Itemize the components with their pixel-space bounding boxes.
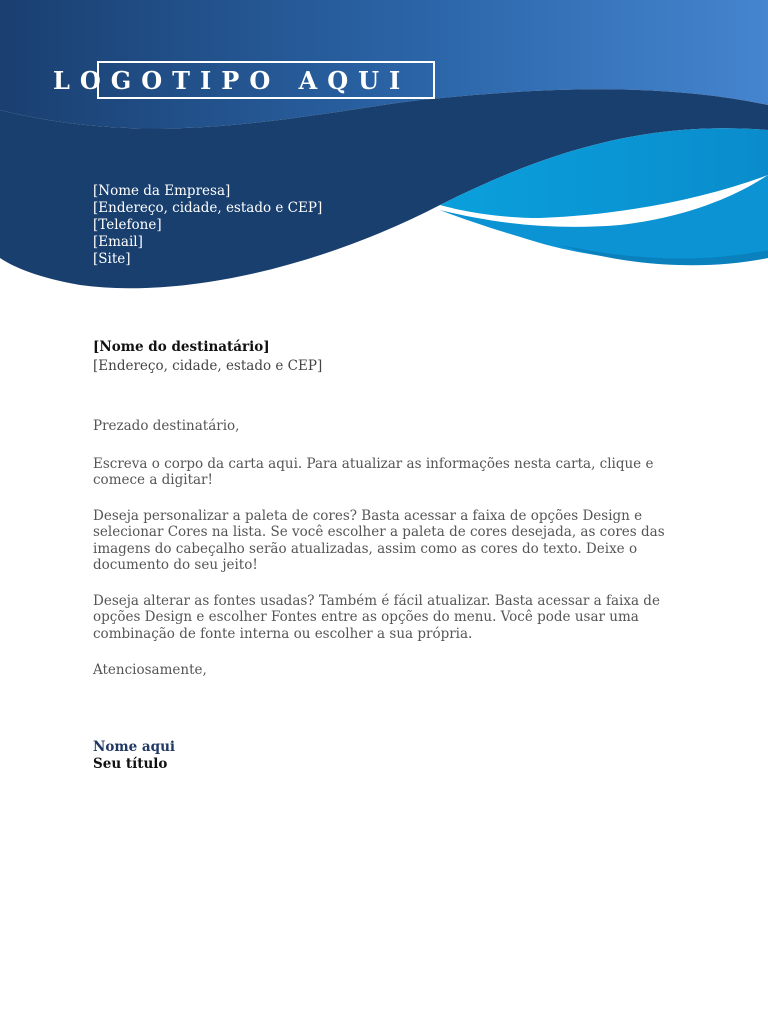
company-phone[interactable]: [Telefone] [93, 217, 162, 233]
closing[interactable]: Atenciosamente, [93, 662, 207, 678]
body-paragraph[interactable]: Escreva o corpo da carta aqui. Para atualizar as informações nesta carta, clique e comece a digitar! [93, 455, 654, 488]
recipient-block [93, 338, 322, 376]
company-address[interactable]: [Endereço, cidade, estado e CEP] [93, 200, 323, 216]
logo-placeholder[interactable]: LOGOTIPO AQUI [53, 66, 411, 95]
company-website[interactable]: [Site] [93, 251, 131, 267]
company-info [93, 183, 322, 268]
company-name[interactable]: [Nome da Empresa] [93, 183, 231, 199]
signature-name[interactable]: Nome aqui [93, 739, 176, 755]
recipient-name[interactable]: [Nome do destinatário] [93, 339, 270, 355]
recipient-address[interactable]: [Endereço, cidade, estado e CEP] [93, 358, 323, 374]
letter-body [93, 418, 683, 679]
body-paragraph[interactable]: Deseja alterar as fontes usadas? Também é fácil atualizar. Basta acessar a faixa de opções Design e escolher Fontes entre as opções do menu. Você pode usar uma combinação de fonte interna ou escolher a sua própria. [93, 592, 660, 642]
body-paragraph[interactable]: Deseja personalizar a paleta de cores? Basta acessar a faixa de opções Design e selecionar Cores na lista. Se você escolher a paleta de cores desejada, as cores das imagens do cabeçalho serão atualizadas, assim como as cores do texto. Deixe o documento do seu jeito! [93, 507, 665, 573]
signature-title[interactable]: Seu título [93, 756, 168, 772]
signature-block [93, 739, 175, 773]
company-email[interactable]: [Email] [93, 234, 143, 250]
salutation[interactable]: Prezado destinatário, [93, 418, 240, 434]
